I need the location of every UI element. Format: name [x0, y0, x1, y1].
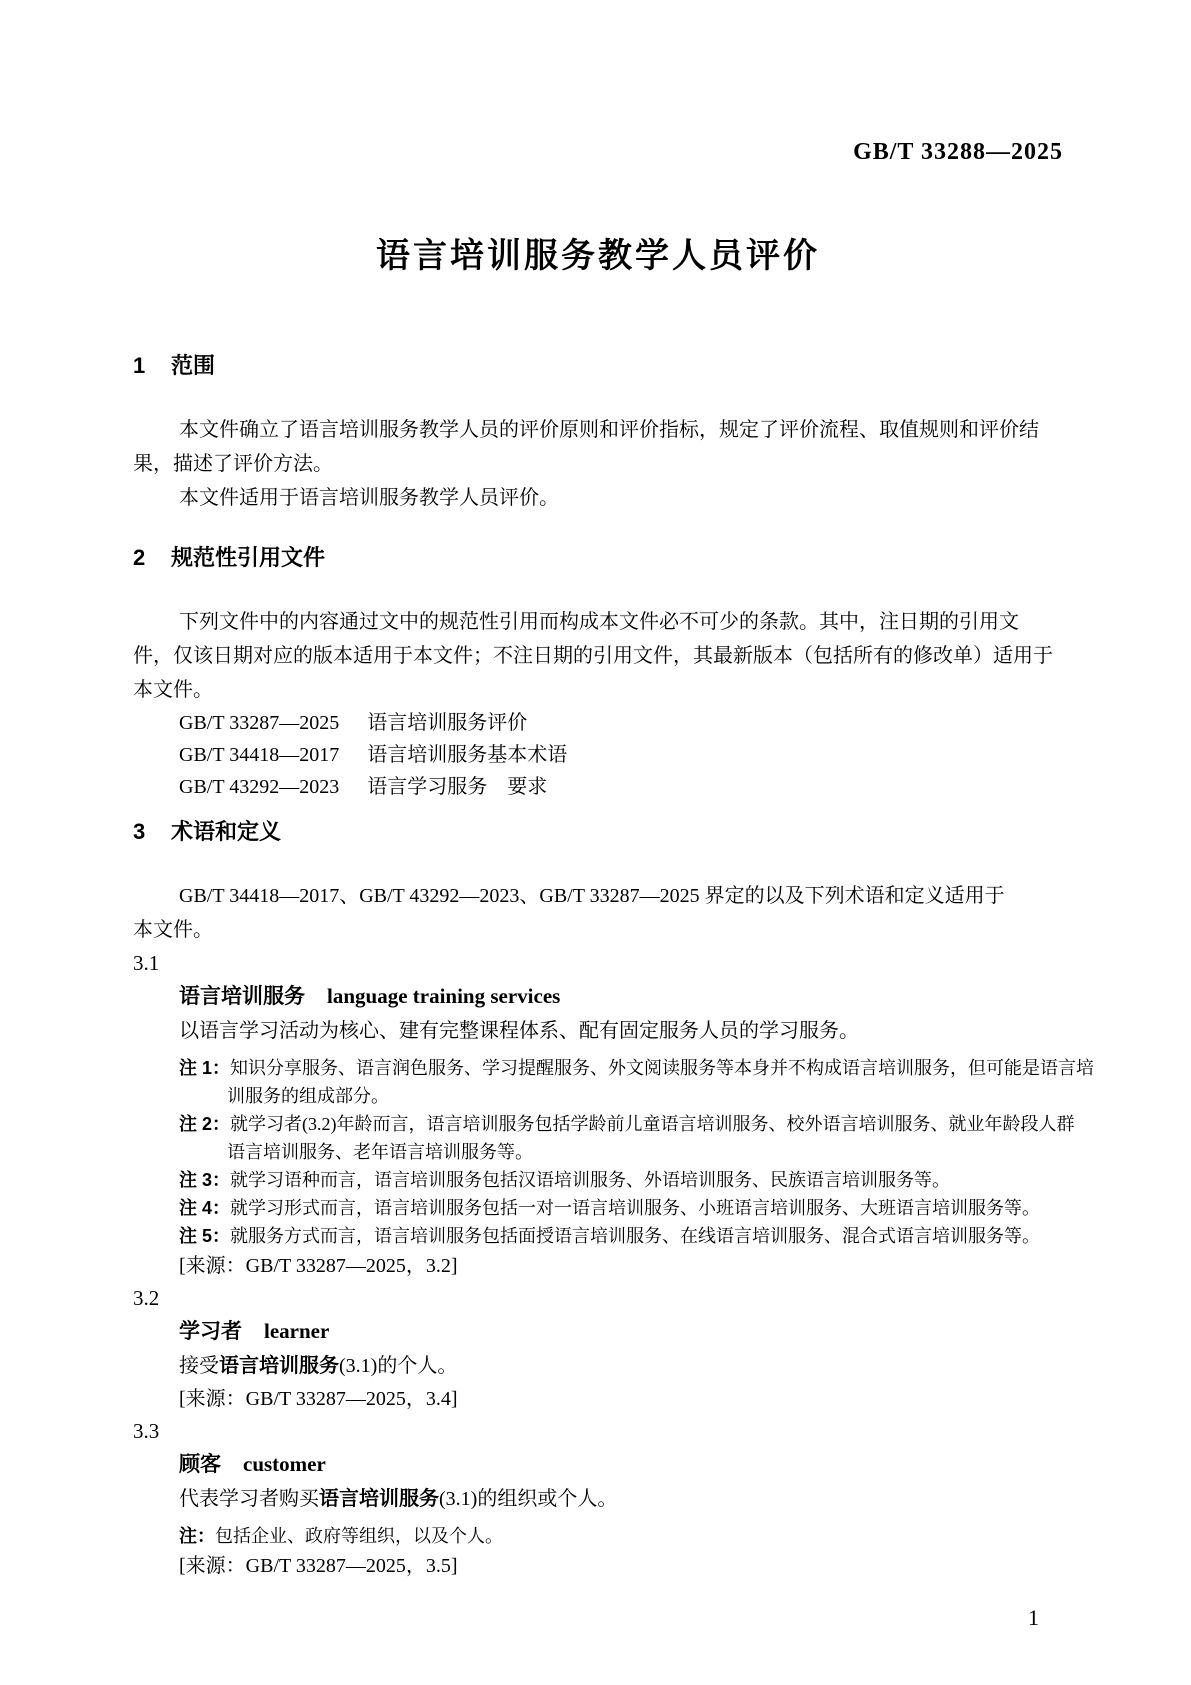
clause-title: 规范性引用文件	[171, 545, 326, 570]
note	[179, 1194, 1063, 1222]
note-text: 就服务方式而言，语言培训服务包括面授语言培训服务、在线语言培训服务、混合式语言培训服务等。	[230, 1226, 1041, 1246]
term-definition	[179, 1014, 1063, 1048]
paragraph-line: 下列文件中的内容通过文中的规范性引用而构成本文件必不可少的条款。其中，注日期的引用文	[179, 611, 1019, 633]
note-text: 就学习语种而言，语言培训服务包括汉语培训服务、外语培训服务、民族语言培训服务等。	[230, 1170, 951, 1190]
note-text: 知识分享服务、语言润色服务、学习提醒服务、外文阅读服务等本身并不构成语言培训服务，但可能是语言培	[230, 1058, 1095, 1078]
definition-text: 代表学习者购买	[179, 1488, 319, 1510]
reference-item	[179, 771, 1063, 803]
note-text: 包括企业、政府等组织，以及个人。	[215, 1526, 503, 1546]
note-text: 就学习者(3.2)年龄而言，语言培训服务包括学龄前儿童语言培训服务、校外语言培训服务、就业年龄段人群	[230, 1114, 1075, 1134]
note-label: 注 4：	[179, 1198, 231, 1218]
clause-number: 2	[133, 545, 146, 570]
term-title-en: customer	[243, 1452, 326, 1476]
source-reference: [来源：GB/T 33287—2025，3.5]	[179, 1555, 458, 1577]
paragraph-line: 果，描述了评价方法。	[133, 453, 333, 475]
note-label: 注 5：	[179, 1226, 231, 1246]
paragraph-line: 本文件。	[133, 919, 213, 941]
term-title-zh: 学习者	[179, 1320, 242, 1343]
paragraph-line: 本文件确立了语言培训服务教学人员的评价原则和评价指标，规定了评价流程、取值规则和评价结	[179, 419, 1039, 441]
reference-title: 语言培训服务评价	[367, 712, 528, 734]
paragraph-line: 件，仅该日期对应的版本适用于本文件；不注日期的引用文件，其最新版本（包括所有的修改单）适用于	[133, 645, 1053, 667]
reference-code: GB/T 33287—2025	[179, 712, 340, 734]
term-number-3.3: 3.3	[133, 1419, 160, 1443]
clause-title: 术语和定义	[171, 819, 282, 844]
term-title-en: learner	[264, 1319, 330, 1343]
clause-title: 范围	[171, 353, 216, 378]
standard-code-header: GB/T 33288—2025	[853, 139, 1063, 165]
reference-code: GB/T 34418—2017	[179, 744, 340, 766]
page-number: 1	[1028, 1605, 1039, 1630]
note	[179, 1054, 1095, 1110]
clause-number: 1	[133, 353, 146, 378]
paragraph	[133, 605, 1063, 707]
clause-1-heading	[133, 351, 1063, 381]
clause-2-heading	[133, 543, 1063, 573]
note	[179, 1222, 1063, 1250]
term-definition	[179, 1349, 1063, 1383]
note-label: 注 3：	[179, 1170, 231, 1190]
definition-text: 语言培训服务	[219, 1355, 339, 1377]
term-title-zh: 语言培训服务	[179, 985, 305, 1008]
note	[179, 1166, 1063, 1194]
term-number-3.2: 3.2	[133, 1286, 160, 1310]
paragraph-line: 本文件适用于语言培训服务教学人员评价。	[179, 487, 559, 509]
paragraph	[133, 879, 1063, 947]
term-title-en: language training services	[327, 984, 561, 1008]
term-title	[179, 1314, 1063, 1349]
source-reference: [来源：GB/T 33287—2025，3.2]	[179, 1255, 458, 1277]
term-definition	[179, 1482, 1063, 1516]
definition-text: 以语言学习活动为核心、建有完整课程体系、配有固定服务人员的学习服务。	[179, 1020, 859, 1042]
term-title	[179, 979, 1063, 1014]
note	[179, 1110, 1075, 1166]
note-text: 训服务的组成部分。	[227, 1086, 389, 1106]
document-title: 语言培训服务教学人员评价	[376, 237, 820, 275]
document-content	[133, 351, 1095, 1582]
note	[179, 1522, 1063, 1550]
paragraph-line: GB/T 34418—2017、GB/T 43292—2023、GB/T 33287—2025 界定的以及下列术语和定义适用于	[179, 885, 1005, 907]
paragraph	[133, 413, 1063, 481]
clause-number: 3	[133, 819, 146, 844]
reference-item	[179, 707, 1063, 739]
term-title	[179, 1447, 1063, 1482]
term-number-3.1: 3.1	[133, 951, 160, 975]
paragraph	[133, 481, 1063, 515]
reference-title: 语言培训服务基本术语	[367, 744, 568, 766]
clause-3-heading	[133, 817, 1063, 847]
definition-text: (3.1)的组织或个人。	[439, 1488, 618, 1510]
reference-item	[179, 739, 1063, 771]
note-text: 语言培训服务、老年语言培训服务等。	[227, 1142, 533, 1162]
definition-text: 接受	[179, 1355, 219, 1377]
reference-code: GB/T 43292—2023	[179, 776, 340, 798]
note-text: 就学习形式而言，语言培训服务包括一对一语言培训服务、小班语言培训服务、大班语言培训服务等。	[230, 1198, 1041, 1218]
reference-title: 语言学习服务 要求	[367, 776, 548, 798]
definition-text: 语言培训服务	[319, 1488, 439, 1510]
source-reference: [来源：GB/T 33287—2025，3.4]	[179, 1388, 458, 1410]
note-label: 注 1：	[179, 1058, 231, 1078]
term-title-zh: 顾客	[179, 1453, 221, 1476]
paragraph-line: 本文件。	[133, 679, 213, 701]
definition-text: (3.1)的个人。	[339, 1355, 458, 1377]
note-label: 注 2：	[179, 1114, 231, 1134]
note-label: 注：	[179, 1526, 215, 1546]
